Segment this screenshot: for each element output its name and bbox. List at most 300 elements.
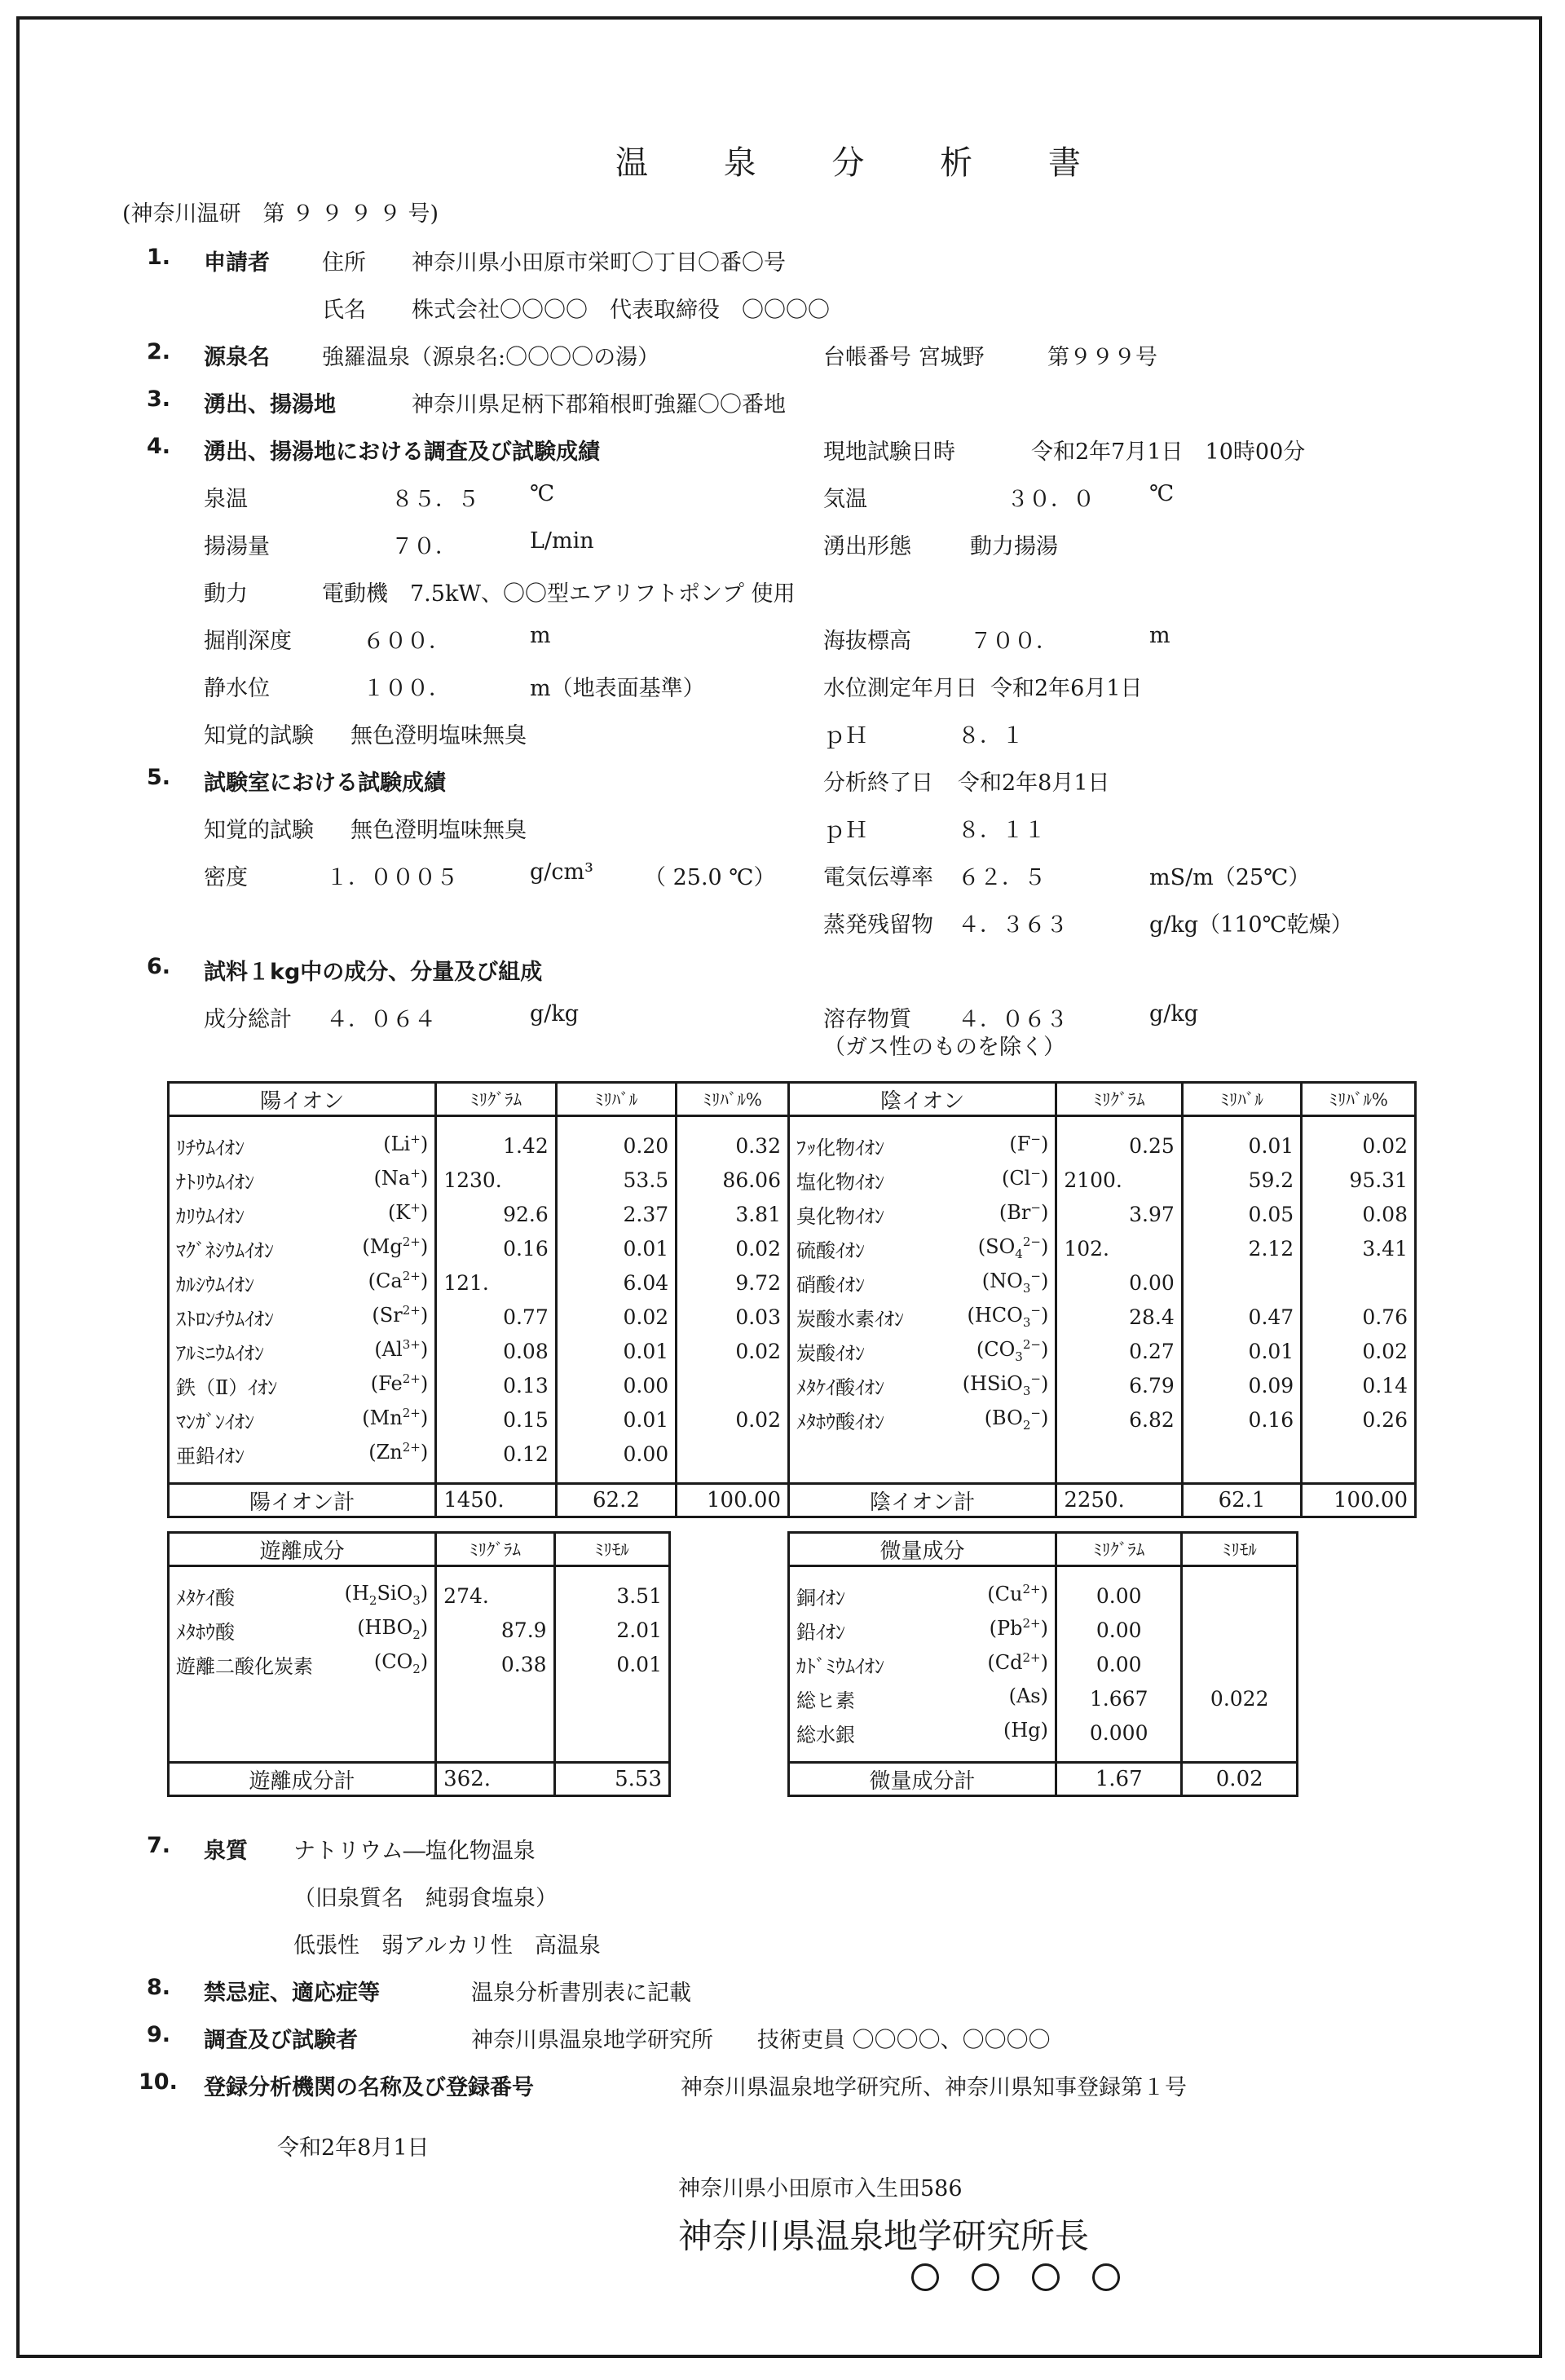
value-mval: [1182, 1437, 1301, 1471]
anion-header-mval: ﾐﾘﾊﾞﾙ: [1182, 1083, 1301, 1116]
s6-number: 6.: [147, 954, 171, 979]
component-name-cell: [789, 1437, 1056, 1471]
value-pct: 0.26: [1302, 1402, 1416, 1437]
cation-header-mval: ﾐﾘﾊﾞﾙ: [556, 1083, 676, 1116]
value-mval: 0.09: [1182, 1368, 1301, 1402]
power-value: 電動機 7.5kW、〇〇型エアリフトポンプ 使用: [322, 581, 796, 607]
anions-row: [789, 1265, 1416, 1300]
s10-value: 神奈川県温泉地学研究所、神奈川県知事登録第１号: [681, 2075, 1187, 2100]
cations-row: [169, 1163, 789, 1197]
air-temp-value: ３０．０: [1007, 487, 1095, 512]
anion-header-name: 陰イオン: [789, 1083, 1056, 1116]
page-title: 温 泉 分 析 書: [615, 144, 1113, 182]
s2-ledger-value: 第９９９号: [1047, 345, 1157, 370]
cations-row: [169, 1437, 789, 1471]
component-formula: $(Cu^{2+})$: [987, 1581, 1048, 1605]
value-pct: 0.03: [677, 1300, 789, 1334]
cations-row: [169, 1265, 789, 1300]
anion-table: [787, 1081, 1417, 1518]
flow-label: 揚湯量: [204, 534, 270, 559]
component-name: ﾒﾀｹｲ酸ｲｵﾝ: [796, 1375, 884, 1399]
value-pct: 0.32: [677, 1128, 789, 1163]
altitude-label: 海抜標高: [823, 629, 911, 654]
s7-label: 泉質: [204, 1839, 248, 1864]
component-formula: $(Mn^{2+})$: [362, 1405, 429, 1429]
component-name-cell: [789, 1368, 1056, 1402]
component-formula: $(Cd^{2+})$: [987, 1649, 1048, 1674]
s2-number: 2.: [147, 339, 171, 364]
component-name: 鉄（Ⅱ）ｲｵﾝ: [176, 1375, 278, 1399]
component-name: ｽﾄﾛﾝﾁｳﾑｲｵﾝ: [176, 1307, 274, 1331]
s4-test-datetime: 令和2年7月1日 10時00分: [1031, 439, 1306, 465]
component-name: ﾅﾄﾘｳﾑｲｵﾝ: [176, 1170, 254, 1194]
value-mval: 0.47: [1182, 1300, 1301, 1334]
component-name-cell: [789, 1334, 1056, 1368]
s1-label: 申請者: [204, 250, 270, 276]
value-mval: 0.20: [556, 1128, 676, 1163]
component-formula: $(HBO_2)$: [357, 1615, 429, 1642]
signature-placeholder: [911, 2263, 1153, 2291]
value-mmol: 3.51: [554, 1579, 669, 1613]
value-mval: 53.5: [556, 1163, 676, 1197]
component-formula: $(Fe^{2+})$: [370, 1371, 429, 1395]
field-sensory-value: 無色澄明塩味無臭: [350, 723, 527, 748]
component-name: ﾏﾝｶﾞﾝｲｵﾝ: [176, 1410, 254, 1433]
anions-row: [789, 1300, 1416, 1334]
anion-total-mval: 62.1: [1182, 1484, 1301, 1517]
component-name: 鉛ｲｵﾝ: [796, 1620, 845, 1644]
anions-row: [789, 1402, 1416, 1437]
issue-date: 令和2年8月1日: [277, 2135, 430, 2161]
end-date-label: 分析終了日: [823, 771, 933, 796]
free-components-table: [167, 1531, 671, 1797]
outflow-label: 湧出形態: [823, 534, 911, 559]
cation-total-mg: 1450.: [436, 1484, 557, 1517]
s5-number: 5.: [147, 765, 171, 790]
free-row: [169, 1613, 670, 1647]
s1-name-label: 氏名: [322, 298, 366, 323]
component-name: 遊離二酸化炭素: [176, 1654, 313, 1678]
residue-unit: g/kg（110℃乾燥）: [1149, 912, 1353, 938]
cation-total-mval: 62.2: [556, 1484, 676, 1517]
value-pct: 0.02: [677, 1402, 789, 1437]
altitude-value: ７００．: [970, 629, 1058, 654]
trace-row: [789, 1579, 1298, 1613]
s1-address-label: 住所: [322, 250, 366, 276]
component-name: ｶﾄﾞﾐｳﾑｲｵﾝ: [796, 1654, 884, 1678]
component-name-cell: [789, 1128, 1056, 1163]
anions-row: [789, 1334, 1416, 1368]
component-name-cell: [789, 1647, 1056, 1681]
air-temp-unit: ℃: [1149, 481, 1175, 506]
component-name: ﾒﾀｹｲ酸: [176, 1586, 235, 1609]
component-formula: (As): [1008, 1684, 1048, 1707]
level-date-value: 令和2年6月1日: [990, 676, 1143, 701]
component-name: 炭酸水素ｲｵﾝ: [796, 1307, 904, 1331]
s10-label: 登録分析機関の名称及び登録番号: [204, 2075, 534, 2100]
anions-row: [789, 1197, 1416, 1231]
spring-properties: 低張性 弱アルカリ性 高温泉: [293, 1933, 601, 1958]
component-name-cell: [789, 1197, 1056, 1231]
component-name-cell: [169, 1647, 436, 1681]
component-formula: $(NO_3^-)$: [981, 1268, 1049, 1296]
signature-circle-icon: [911, 2263, 939, 2291]
free-total-label: 遊離成分計: [169, 1763, 436, 1796]
component-name: 亜鉛ｲｵﾝ: [176, 1444, 245, 1468]
cation-table: [167, 1081, 790, 1518]
component-formula: $(Pb^{2+})$: [989, 1615, 1048, 1640]
value-mval: 2.12: [1182, 1231, 1301, 1265]
component-formula: (K+): [387, 1199, 429, 1224]
s5-label: 試験室における試験成績: [204, 771, 446, 796]
value-mmol: [554, 1715, 669, 1750]
value-pct: [677, 1368, 789, 1402]
flow-value: ７０．: [391, 534, 457, 559]
water-level-unit: m（地表面基準）: [530, 676, 705, 701]
value-mmol: 0.01: [554, 1647, 669, 1681]
component-name: 塩化物ｲｵﾝ: [796, 1170, 884, 1194]
field-ph-value: ８．１: [958, 723, 1024, 748]
conductivity-value: ６２．５: [958, 865, 1046, 890]
power-label: 動力: [204, 581, 248, 607]
component-name: ｶﾙｼｳﾑｲｵﾝ: [176, 1273, 254, 1296]
issuer-title: 神奈川県温泉地学研究所長: [678, 2216, 1090, 2256]
lab-sensory-label: 知覚的試験: [204, 818, 314, 843]
free-row: [169, 1647, 670, 1681]
spring-temp-label: 泉温: [204, 487, 248, 512]
s8-value: 温泉分析書別表に記載: [471, 1980, 691, 2006]
anion-total-label: 陰イオン計: [789, 1484, 1056, 1517]
component-formula: $(HCO_3^-)$: [967, 1302, 1049, 1330]
field-ph-label: ｐＨ: [823, 723, 867, 748]
free-total-mg: 362.: [436, 1763, 554, 1796]
s9-number: 9.: [147, 2022, 171, 2047]
document-number: (神奈川温研 第 ９ ９ ９ ９ 号): [122, 201, 439, 227]
value-mmol: [554, 1681, 669, 1715]
trace-row: [789, 1715, 1298, 1750]
component-name-cell: [169, 1402, 436, 1437]
value-pct: 9.72: [677, 1265, 789, 1300]
table-padding: [789, 1566, 1298, 1579]
altitude-unit: m: [1149, 623, 1170, 648]
component-formula: $(Zn^{2+})$: [368, 1439, 429, 1464]
cations-row: [169, 1128, 789, 1163]
value-mg: 0.12: [436, 1437, 557, 1471]
value-mmol: 2.01: [554, 1613, 669, 1647]
table-padding: [169, 1750, 670, 1763]
s4-test-datetime-label: 現地試験日時: [823, 439, 955, 465]
value-mg: [436, 1715, 554, 1750]
component-formula: $(Al^{3+})$: [374, 1336, 429, 1361]
conductivity-label: 電気伝導率: [823, 865, 933, 890]
value-mmol: 0.022: [1182, 1681, 1298, 1715]
value-mg: 28.4: [1056, 1300, 1182, 1334]
s9-value: 神奈川県温泉地学研究所 技術吏員 〇〇〇〇、〇〇〇〇: [471, 2028, 1051, 2053]
s6-label: 試料１kg中の成分、分量及び組成: [204, 960, 543, 985]
component-name: 炭酸ｲｵﾝ: [796, 1341, 865, 1365]
value-mval: 59.2: [1182, 1163, 1301, 1197]
s8-label: 禁忌症、適応症等: [204, 1980, 380, 2006]
component-name-cell: [789, 1265, 1056, 1300]
component-formula: (Li+): [383, 1131, 429, 1155]
anion-header-pct: ﾐﾘﾊﾞﾙ%: [1302, 1083, 1416, 1116]
cations-row: [169, 1368, 789, 1402]
depth-unit: m: [530, 623, 551, 648]
value-mg: 0.77: [436, 1300, 557, 1334]
trace-row: [789, 1647, 1298, 1681]
s8-number: 8.: [147, 1975, 171, 2000]
value-mval: 2.37: [556, 1197, 676, 1231]
value-mg: 3.97: [1056, 1197, 1182, 1231]
residue-value: ４．３６３: [958, 912, 1068, 938]
trace-components-table: [787, 1531, 1298, 1797]
value-mg: 87.9: [436, 1613, 554, 1647]
trace-total-label: 微量成分計: [789, 1763, 1056, 1796]
component-formula: $(CO_2)$: [373, 1649, 429, 1676]
cations-row: [169, 1300, 789, 1334]
component-formula: $(Sr^{2+})$: [372, 1302, 429, 1327]
cations-row: [169, 1231, 789, 1265]
component-name: 総水銀: [796, 1723, 855, 1746]
conductivity-unit: mS/m（25℃）: [1149, 865, 1311, 890]
s3-label: 湧出、揚湯地: [204, 392, 336, 417]
dissolved-value: ４．０６３: [958, 1007, 1068, 1032]
value-pct: 95.31: [1302, 1163, 1416, 1197]
table-padding: [789, 1116, 1416, 1129]
value-mg: 0.00: [1056, 1265, 1182, 1300]
trace-total-mg: 1.67: [1056, 1763, 1181, 1796]
value-mval: 0.05: [1182, 1197, 1301, 1231]
total-components-value: ４．０６４: [326, 1007, 436, 1032]
component-name-cell: [789, 1300, 1056, 1334]
component-name-cell: [169, 1681, 436, 1715]
value-mval: 0.01: [556, 1402, 676, 1437]
value-mg: 274.: [436, 1579, 554, 1613]
component-name: ﾏｸﾞﾈｼｳﾑｲｵﾝ: [176, 1239, 274, 1262]
value-pct: 0.14: [1302, 1368, 1416, 1402]
value-mg: 1.667: [1056, 1681, 1181, 1715]
cations-row: [169, 1334, 789, 1368]
density-unit: g/cm³: [530, 859, 593, 885]
value-mg: 92.6: [436, 1197, 557, 1231]
value-mg: [1056, 1437, 1182, 1471]
component-name-cell: [169, 1613, 436, 1647]
component-name-cell: [789, 1163, 1056, 1197]
component-formula: (Hg): [1003, 1718, 1048, 1742]
value-mg: 2100.: [1056, 1163, 1182, 1197]
lab-sensory-value: 無色澄明塩味無臭: [350, 818, 527, 843]
anion-total-mg: 2250.: [1056, 1484, 1182, 1517]
s4-label: 湧出、揚湯地における調査及び試験成績: [204, 439, 600, 465]
value-pct: 0.02: [677, 1334, 789, 1368]
value-mg: 121.: [436, 1265, 557, 1300]
value-mmol: [1182, 1715, 1298, 1750]
table-padding: [789, 1750, 1298, 1763]
water-level-label: 静水位: [204, 676, 270, 701]
s1-number: 1.: [147, 245, 171, 270]
component-name-cell: [169, 1197, 436, 1231]
s2-label: 源泉名: [204, 345, 270, 370]
component-name-cell: [789, 1613, 1056, 1647]
value-pct: 86.06: [677, 1163, 789, 1197]
component-name: ﾘﾁｳﾑｲｵﾝ: [176, 1136, 245, 1159]
component-name-cell: [169, 1334, 436, 1368]
value-mval: 6.04: [556, 1265, 676, 1300]
component-formula: (Na+): [373, 1165, 429, 1190]
value-pct: 0.02: [1302, 1334, 1416, 1368]
value-mval: 0.01: [1182, 1334, 1301, 1368]
value-pct: 3.41: [1302, 1231, 1416, 1265]
anion-header-mg: ﾐﾘｸﾞﾗﾑ: [1056, 1083, 1182, 1116]
value-mval: 0.01: [556, 1334, 676, 1368]
value-mg: 0.25: [1056, 1128, 1182, 1163]
flow-unit: L/min: [530, 528, 594, 554]
s10-number: 10.: [139, 2069, 178, 2095]
trace-header-name: 微量成分: [789, 1533, 1056, 1566]
water-level-value: １００．: [363, 676, 451, 701]
table-padding: [789, 1471, 1416, 1484]
free-row: [169, 1715, 670, 1750]
end-date-value: 令和2年8月1日: [958, 771, 1110, 796]
value-mval: [1182, 1265, 1301, 1300]
component-name: 臭化物ｲｵﾝ: [796, 1204, 884, 1228]
density-condition: （ 25.0 ℃）: [644, 865, 776, 890]
component-formula: (Br−): [999, 1199, 1049, 1224]
trace-total-mmol: 0.02: [1182, 1763, 1298, 1796]
component-name: 硝酸ｲｵﾝ: [796, 1273, 865, 1296]
depth-value: ６００．: [363, 629, 451, 654]
component-name: ﾒﾀﾎｳ酸: [176, 1620, 235, 1644]
component-name-cell: [169, 1300, 436, 1334]
s2-value: 強羅温泉（源泉名:〇〇〇〇の湯）: [322, 345, 660, 370]
cation-header-name: 陽イオン: [169, 1083, 436, 1116]
air-temp-label: 気温: [823, 487, 867, 512]
depth-label: 掘削深度: [204, 629, 292, 654]
value-mval: 0.00: [556, 1368, 676, 1402]
trace-header-mmol: ﾐﾘﾓﾙ: [1182, 1533, 1298, 1566]
density-label: 密度: [204, 865, 248, 890]
value-mg: 0.00: [1056, 1579, 1181, 1613]
table-padding: [169, 1116, 789, 1129]
component-formula: $(BO_2^-)$: [984, 1405, 1049, 1433]
component-formula: $(H_2SiO_3)$: [344, 1581, 429, 1608]
value-mval: 0.00: [556, 1437, 676, 1471]
component-name-cell: [169, 1368, 436, 1402]
component-formula: $(CO_3^{2-})$: [976, 1336, 1049, 1364]
value-mg: 0.00: [1056, 1647, 1181, 1681]
value-mg: 1230.: [436, 1163, 557, 1197]
dissolved-note: （ガス性のものを除く）: [823, 1035, 1065, 1060]
free-header-mmol: ﾐﾘﾓﾙ: [554, 1533, 669, 1566]
s4-number: 4.: [147, 434, 171, 459]
value-mval: 0.01: [556, 1231, 676, 1265]
free-header-mg: ﾐﾘｸﾞﾗﾑ: [436, 1533, 554, 1566]
value-mg: 0.38: [436, 1647, 554, 1681]
free-row: [169, 1681, 670, 1715]
component-name-cell: [789, 1231, 1056, 1265]
value-pct: [677, 1437, 789, 1471]
spring-quality: ナトリウム―塩化物温泉: [293, 1839, 536, 1864]
value-mg: 1.42: [436, 1128, 557, 1163]
anions-row: [789, 1163, 1416, 1197]
component-formula: $(Mg^{2+})$: [362, 1234, 429, 1258]
value-mg: 0.16: [436, 1231, 557, 1265]
free-row: [169, 1579, 670, 1613]
component-formula: (F−): [1009, 1131, 1049, 1155]
free-total-mmol: 5.53: [554, 1763, 669, 1796]
total-components-unit: g/kg: [530, 1001, 580, 1027]
free-header-name: 遊離成分: [169, 1533, 436, 1566]
component-name: ﾌｯ化物ｲｵﾝ: [796, 1136, 884, 1159]
anions-row: [789, 1437, 1416, 1471]
s3-number: 3.: [147, 386, 171, 412]
field-sensory-label: 知覚的試験: [204, 723, 314, 748]
value-pct: [1302, 1265, 1416, 1300]
s7-number: 7.: [147, 1833, 171, 1858]
trace-row: [789, 1681, 1298, 1715]
value-mmol: [1182, 1613, 1298, 1647]
value-pct: 0.76: [1302, 1300, 1416, 1334]
component-name-cell: [169, 1265, 436, 1300]
component-name-cell: [169, 1579, 436, 1613]
table-padding: [169, 1566, 670, 1579]
component-name-cell: [169, 1437, 436, 1471]
component-name: 総ヒ素: [796, 1689, 855, 1712]
trace-row: [789, 1613, 1298, 1647]
value-mg: 0.27: [1056, 1334, 1182, 1368]
value-mval: 0.02: [556, 1300, 676, 1334]
component-name: 硫酸ｲｵﾝ: [796, 1239, 865, 1262]
component-name-cell: [169, 1715, 436, 1750]
s2-ledger-label: 台帳番号 宮城野: [823, 345, 985, 370]
anion-total-pct: 100.00: [1302, 1484, 1416, 1517]
dissolved-unit: g/kg: [1149, 1001, 1199, 1027]
value-mg: 0.13: [436, 1368, 557, 1402]
signature-circle-icon: [1032, 2263, 1060, 2291]
trace-header-mg: ﾐﾘｸﾞﾗﾑ: [1056, 1533, 1181, 1566]
value-mg: 0.08: [436, 1334, 557, 1368]
cations-row: [169, 1197, 789, 1231]
component-name-cell: [789, 1681, 1056, 1715]
total-components-label: 成分総計: [204, 1007, 292, 1032]
value-mmol: [1182, 1579, 1298, 1613]
table-padding: [169, 1471, 789, 1484]
value-mg: [436, 1681, 554, 1715]
s3-value: 神奈川県足柄下郡箱根町強羅〇〇番地: [412, 392, 786, 417]
residue-label: 蒸発残留物: [823, 912, 933, 938]
s1-name: 株式会社〇〇〇〇 代表取締役 〇〇〇〇: [412, 298, 830, 323]
component-formula: $(Ca^{2+})$: [368, 1268, 429, 1292]
component-formula: (HSiO$_3$−): [962, 1371, 1049, 1398]
component-name: 銅ｲｵﾝ: [796, 1586, 845, 1609]
anions-row: [789, 1128, 1416, 1163]
s9-label: 調査及び試験者: [204, 2028, 358, 2053]
value-pct: 3.81: [677, 1197, 789, 1231]
component-name: ｶﾘｳﾑｲｵﾝ: [176, 1204, 245, 1228]
component-name-cell: [169, 1163, 436, 1197]
s1-address: 神奈川県小田原市栄町〇丁目〇番〇号: [412, 250, 786, 276]
value-pct: 0.02: [1302, 1128, 1416, 1163]
value-mg: 0.15: [436, 1402, 557, 1437]
spring-temp-unit: ℃: [530, 481, 555, 506]
value-mg: 0.000: [1056, 1715, 1181, 1750]
value-mval: 0.01: [1182, 1128, 1301, 1163]
cation-total-pct: 100.00: [677, 1484, 789, 1517]
cations-row: [169, 1402, 789, 1437]
component-name-cell: [789, 1579, 1056, 1613]
dissolved-label: 溶存物質: [823, 1007, 911, 1032]
component-name-cell: [789, 1715, 1056, 1750]
